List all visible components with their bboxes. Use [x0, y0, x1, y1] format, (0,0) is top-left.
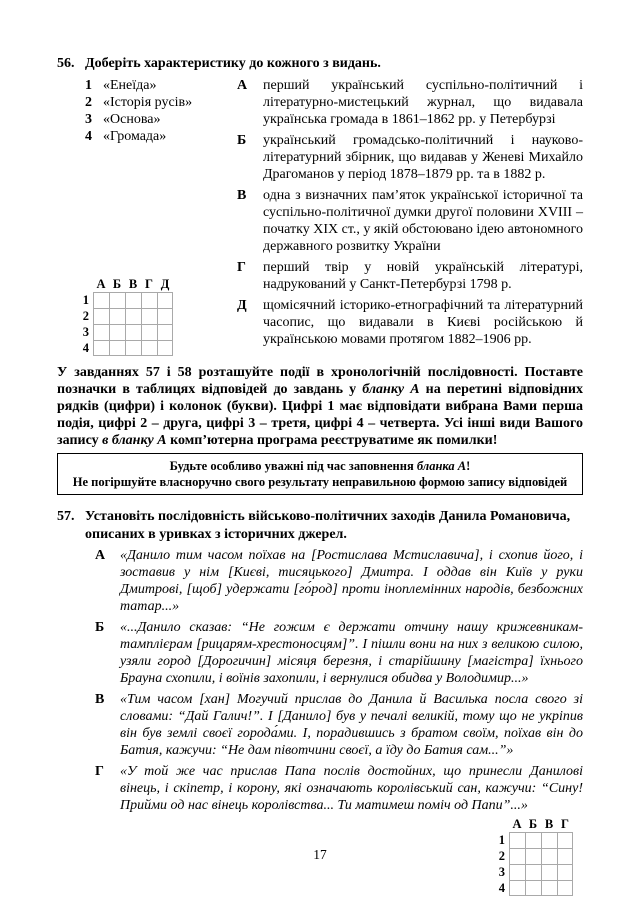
grid-col-header: Г — [561, 817, 569, 831]
answer-cell — [109, 308, 125, 324]
answer-cell — [157, 308, 173, 324]
instruction-italic-segment: бланку А — [362, 382, 420, 397]
instruction-italic-segment: в бланку А — [102, 433, 167, 448]
option-letter: В — [237, 188, 247, 203]
grid-row-header: 4 — [498, 881, 505, 895]
option-quote-text: «Данило тим часом поїхав на [Ростислава Мстиславича], і схопив його, і зоставив у нім [Києві, тисяцького] Дмитра. І оддав він Київ у руки Дмитрові, [щоб] удержати [го́род] проти іноплемінних народів, безбожних татар...» — [120, 548, 583, 614]
option-quote-text: «Тим часом [хан] Могучий прислав до Данила й Василька посла свого зі словами: “Дай Галич!”. І [Данило] був у печалі великій, тому що не укріпив він був землі своєї города́ми. І, порадившись з братом своїм, поїхав він до Батия, кажучи: “Не дам півотчини своєї, а їду до Батия сам...”» — [120, 692, 583, 758]
match-item-label: «Громада» — [103, 129, 167, 144]
match-item — [85, 77, 237, 94]
answer-cell — [541, 864, 557, 880]
grid-row-header: 4 — [82, 341, 89, 355]
question-56 — [57, 55, 583, 355]
grid-row-header: 2 — [498, 849, 505, 863]
instruction-segment: комп’ютерна програма реєструватиме як помилки! — [166, 433, 498, 448]
answer-cell — [157, 340, 173, 356]
answer-cell — [509, 880, 525, 896]
question-prompt: Установіть послідовність військово-політичних заходів Данила Романовича, описаних в уривках з історичних джерел. — [85, 509, 571, 542]
question-57-head — [57, 508, 583, 543]
page-number: 17 — [313, 847, 327, 862]
instruction-segment: на перетині відповідних рядків (цифри) і колонок (букви). Цифрі 1 має відповідати вибрана Вами перша подія, цифрі 2 – друга, цифрі 3 – третя, цифрі 4 – четверта. Усі інші види Вашого запису — [57, 382, 583, 448]
option-quote-text: «У той же час прислав Папа послів достойних, що принесли Данилові вінець, і скіпетр, і корону, які означають королівський сан, кажучи: “Сину! Прийми од нас вінець королівства... Ти матимеш поміч од Папи”...» — [120, 764, 583, 813]
option-v — [95, 691, 583, 759]
option-text: перший твір у новій українській літературі, надрукований у Санкт-Петербурзі 1798 р. — [263, 260, 583, 292]
grid-col-header: Б — [112, 277, 122, 291]
match-item — [85, 111, 237, 128]
option-g — [237, 259, 583, 293]
instruction-segment: У завданнях 57 і 58 розташуйте події в хронологічній послідовності. Поставте позначки в таблицях відповідей до завдань у — [57, 365, 583, 397]
option-letter: Г — [237, 260, 246, 275]
grid-corner — [76, 276, 93, 292]
answer-cell — [157, 292, 173, 308]
grid-col-header: А — [96, 277, 106, 291]
answer-grid-56 — [76, 276, 173, 356]
grid-row-header: 1 — [82, 293, 89, 307]
match-item-label: «Історія русів» — [103, 95, 193, 110]
grid-row-header: 3 — [82, 325, 89, 339]
option-text: перший український суспільно-політичний і літературно-мистецький журнал, що видавала українська громада в 1861–1862 рр. у Петербурзі — [263, 78, 583, 127]
match-item — [85, 128, 237, 145]
answer-cell — [93, 292, 109, 308]
answer-cell — [157, 324, 173, 340]
option-g — [95, 763, 583, 814]
answer-cell — [509, 864, 525, 880]
answer-cell — [541, 880, 557, 896]
answer-cell — [125, 308, 141, 324]
match-item-label: «Енеїда» — [103, 78, 157, 93]
grid-row-header: 3 — [498, 865, 505, 879]
notice-segment: Будьте особливо уважні під час заповнення — [169, 459, 417, 473]
match-item-label: «Основа» — [103, 112, 161, 127]
grid-row-header: 2 — [82, 309, 89, 323]
question-number: 57. — [57, 509, 75, 524]
match-options-list — [237, 77, 583, 352]
answer-cell — [93, 324, 109, 340]
answer-cell — [109, 340, 125, 356]
grid-col-header: В — [544, 817, 554, 831]
option-d — [237, 297, 583, 348]
option-text: одна з визначних пам’яток української історичної та суспільно-політичної думки другої половини XVIII – початку XIX ст., у якій обстоювано ідею автономного державного розвитку України — [263, 188, 583, 254]
option-letter: В — [95, 692, 105, 707]
option-letter: Б — [95, 620, 105, 635]
option-letter: Г — [95, 764, 104, 779]
answer-cell — [125, 292, 141, 308]
answer-cell — [109, 324, 125, 340]
notice-segment: ! — [466, 459, 471, 473]
answer-cell — [141, 292, 157, 308]
notice-line-2: Не погіршуйте власноручно свого результату неправильною формою запису відповідей — [72, 475, 568, 489]
option-letter: А — [95, 548, 106, 563]
option-v — [237, 187, 583, 255]
match-item-number: 3 — [85, 112, 92, 127]
option-b — [95, 619, 583, 687]
notice-box — [57, 453, 583, 495]
match-item — [85, 94, 237, 111]
answer-cell — [109, 292, 125, 308]
option-letter: А — [237, 78, 248, 93]
answer-cell — [141, 324, 157, 340]
option-a — [95, 547, 583, 615]
question-number: 56. — [57, 56, 75, 71]
grid-col-header: Д — [160, 277, 170, 291]
option-a — [237, 77, 583, 128]
match-item-number: 1 — [85, 78, 92, 93]
answer-cell — [557, 864, 573, 880]
grid-col-header: А — [512, 817, 522, 831]
grid-col-header: В — [128, 277, 138, 291]
answer-cell — [125, 324, 141, 340]
grid-col-header: Г — [145, 277, 153, 291]
answer-cell — [141, 308, 157, 324]
option-letter: Д — [237, 298, 247, 313]
notice-line-1 — [68, 458, 572, 474]
match-item-number: 2 — [85, 95, 92, 110]
grid-col-header: Б — [528, 817, 538, 831]
option-b — [237, 132, 583, 183]
option-letter: Б — [237, 133, 247, 148]
grid-corner — [492, 816, 509, 832]
question-56-head — [57, 55, 583, 72]
match-item-number: 4 — [85, 129, 92, 144]
question-57 — [57, 508, 583, 896]
answer-cell — [125, 340, 141, 356]
question-prompt: Доберіть характеристику до кожного з видань. — [85, 56, 381, 71]
answer-cell — [525, 864, 541, 880]
answer-cell — [557, 880, 573, 896]
instruction-paragraph — [57, 364, 583, 449]
option-text: щомісячний історико-етнографічний та літературний часопис, що видавали в Києві російською й українською мовами протягом 1882–1906 рр. — [263, 298, 583, 347]
answer-cell — [93, 340, 109, 356]
notice-italic-segment: бланка А — [416, 459, 467, 473]
grid-row-header: 1 — [498, 833, 505, 847]
answer-cell — [525, 880, 541, 896]
option-text: український громадсько-політичний і науково-літературний збірник, що видавав у Женеві Михайло Драгоманов у період 1878–1879 рр. та в 1882 р. — [263, 133, 583, 182]
option-quote-text: «...Данило сказав: “Не гожим є держати отчину нашу крижевникам-тамплієрам [рицарям-хрестоносцям]”. І пішли вони на них з великою силою, узяли город [Дорогичин] місяця березня, і старійшину [магістра] їхнього Брауна схопили, і воїнів захопили, і вернулися обидва у Володимир...» — [120, 620, 583, 686]
answer-cell — [93, 308, 109, 324]
answer-cell — [141, 340, 157, 356]
